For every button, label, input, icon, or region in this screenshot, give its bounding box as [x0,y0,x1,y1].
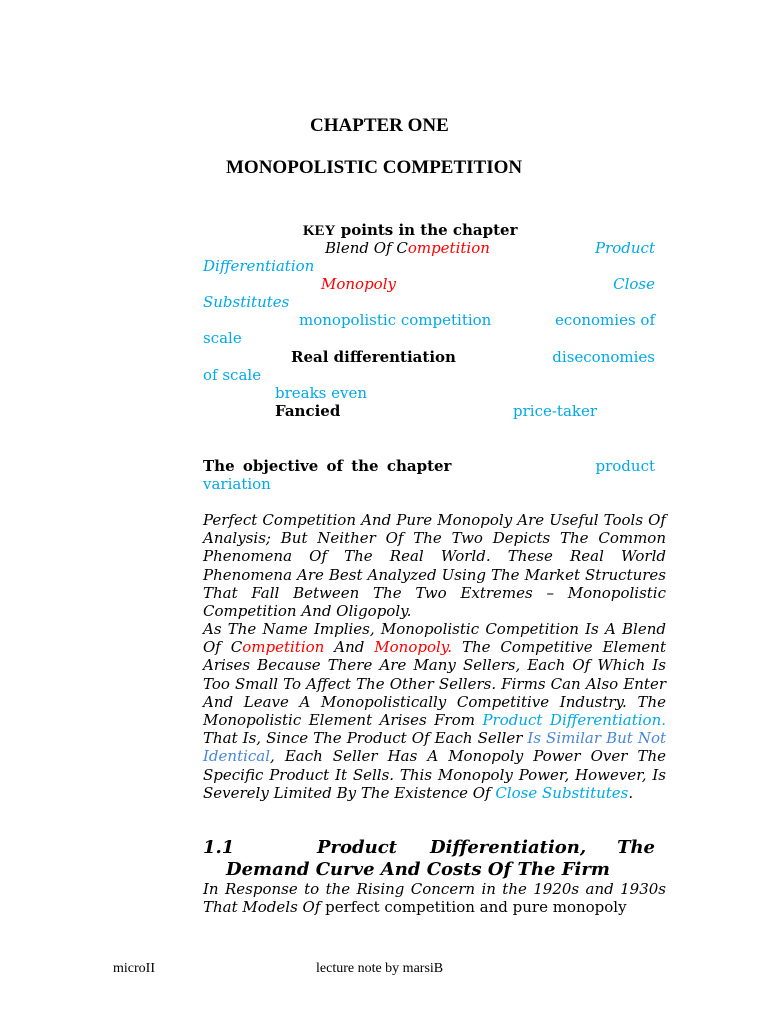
p2-text-5: , Each Seller Has A Monopoly Power Over The Specific Product It Sells. This Monopoly Power, However, Is Severely Limited By The Existence Of [203,747,666,802]
p2-close-substitutes: Close Substitutes [495,783,629,802]
keypoint-diseconomies-a: diseconomies [552,348,655,366]
p2-product-differentiation: Product Differentiation. [482,711,667,730]
footer-left: microII [113,961,155,976]
keypoint-real-differentiation: Real differentiation [291,348,456,366]
section-heading-line2: Demand Curve And Costs Of The Firm [226,859,610,880]
key-word: KEY [303,223,336,239]
keypoint-close-substitutes-a: Close [613,275,655,293]
section-word-the: The [617,837,655,858]
objective-heading: The objective of the chapter [203,457,452,475]
key-points-heading [303,221,518,240]
p3-italic: In Response to the Rising Concern in the 1920s and 1930s That Models Of [203,880,666,917]
footer-center: lecture note by marsiB [316,961,444,976]
keypoint-price-taker: price-taker [513,402,598,420]
p2-similar-not-identical: Is Similar But Not Identical [203,729,666,766]
keypoint-fancied: Fancied [275,402,341,420]
p2-text-6: . [628,783,634,802]
keypoint-economies-b: scale [203,329,242,347]
blend-red: ompetition [407,239,490,257]
section-word-differentiation: Differentiation, [430,837,587,858]
keypoint-product-differentiation-a: Product [595,239,655,257]
keypoint-monopolistic-competition: monopolistic competition [299,311,492,329]
p2-monopoly-red: Monopoly. [374,638,453,657]
keypoint-blend-of-competition [325,239,490,257]
blend-prefix: Blend Of C [325,239,408,257]
keypoint-product-differentiation-b: Differentiation [203,257,315,275]
p2-text-4: That Is, Since The Product Of Each Seller [203,729,528,748]
p3-normal: perfect competition and pure monopoly [320,898,627,917]
paragraph-blend [203,620,666,802]
keypoint-monopoly: Monopoly [321,275,396,293]
chapter-subtitle: MONOPOLISTIC COMPETITION [226,157,523,178]
objective-product-variation-b: variation [203,475,271,493]
p2-text-2: And [324,638,375,657]
paragraph-intro: Perfect Competition And Pure Monopoly Are Useful Tools Of Analysis; But Neither Of The Two Depicts The Common Phenomena Of The Real World. These Real World Phenomena Are Best Analyzed Using The Market Structures That Fall Between The Two Extremes – Monopolistic Competition And Oligopoly. [203,511,666,621]
section-number: 1.1 [203,837,235,858]
p2-text-1: As The Name Implies, Monopolistic Competition Is A Blend Of C [203,620,666,657]
key-points-heading-rest: points in the chapter [340,221,518,239]
keypoint-breaks-even: breaks even [275,384,368,402]
keypoint-diseconomies-b: of scale [203,366,262,384]
p2-competition-red: ompetition [242,638,325,657]
keypoint-close-substitutes-b: Substitutes [203,293,290,311]
section-word-product: Product [317,837,397,858]
objective-product-variation-a: product [595,457,655,475]
keypoint-economies-a: economies of [555,311,655,329]
paragraph-response [203,880,666,916]
p2-text-3: The Competitive Element Arises Because There Are Many Sellers, Each Of Which Is Too Small To Affect The Other Sellers. Firms Can Also Enter And Leave A Monopolistically Competitive Industry. The Monopolistic Element Arises From [203,638,666,730]
chapter-title: CHAPTER ONE [310,115,449,136]
